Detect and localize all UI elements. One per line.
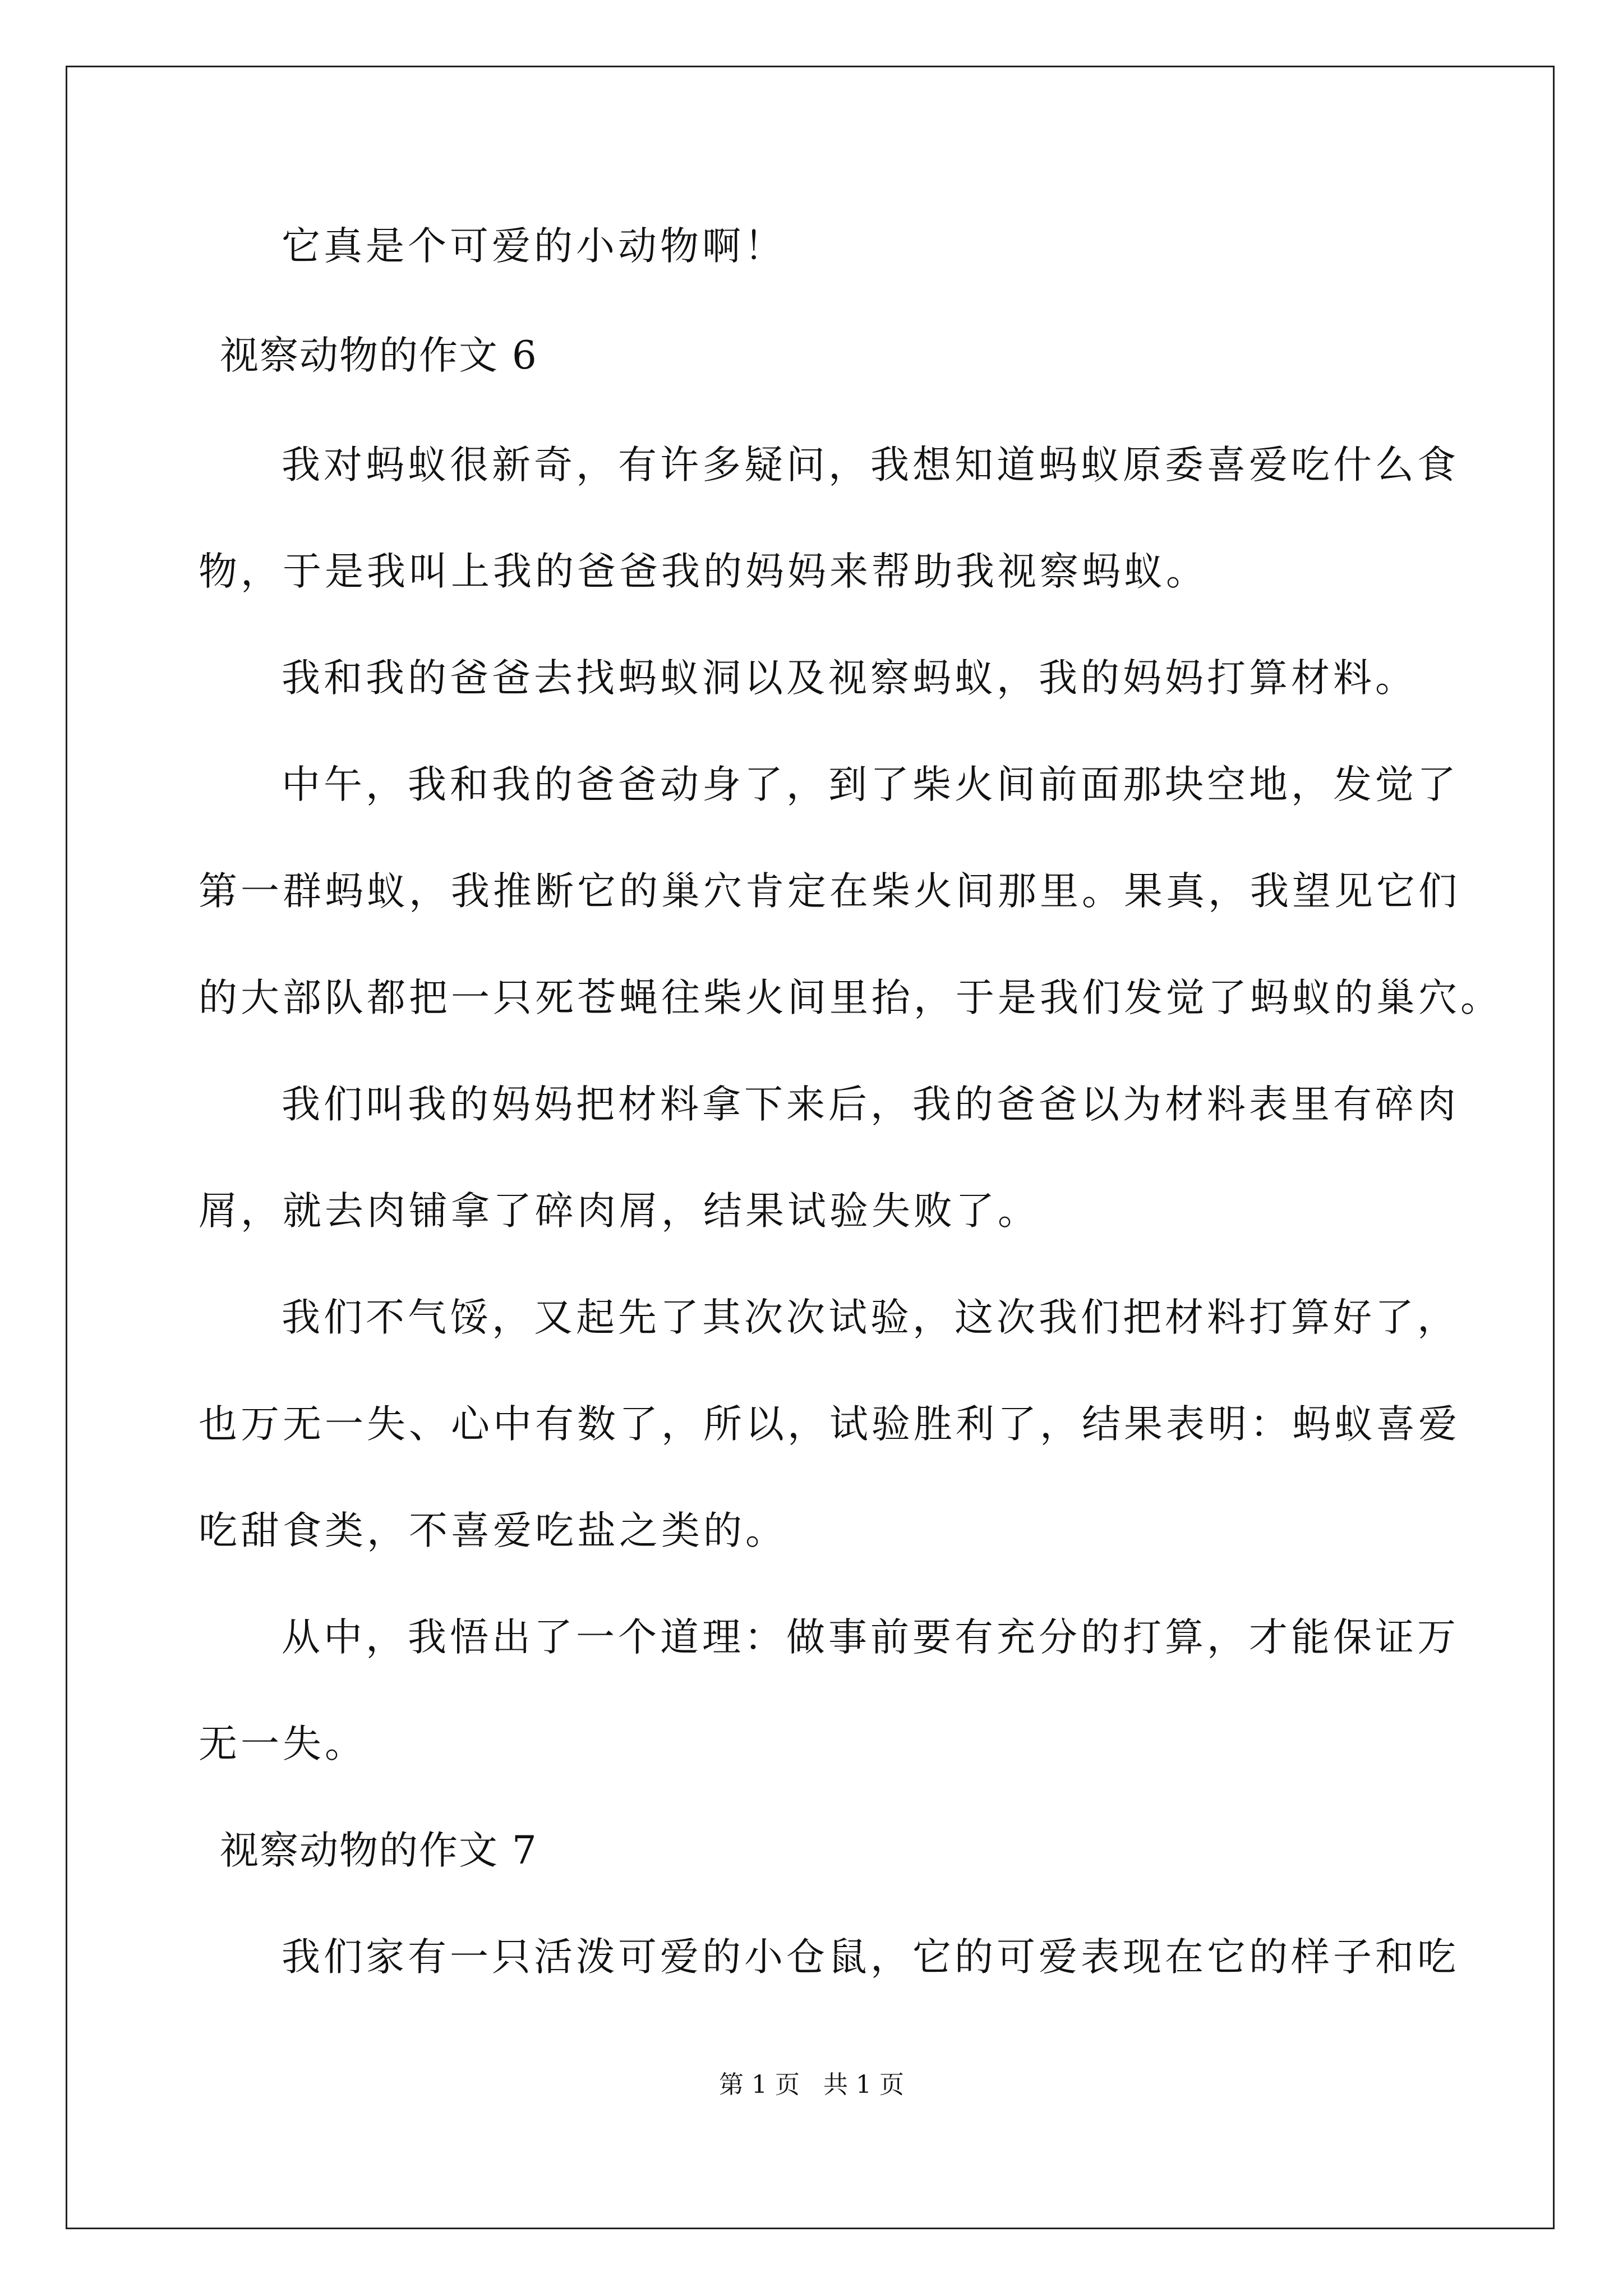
paragraph-line: 我和我的爸爸去找蚂蚁洞以及视察蚂蚁，我的妈妈打算材料。 xyxy=(282,656,1417,701)
paragraph-line: 我对蚂蚁很新奇，有许多疑问，我想知道蚂蚁原委喜爱吃什么食 xyxy=(282,443,1459,487)
paragraph-line: 中午，我和我的爸爸动身了，到了柴火间前面那块空地，发觉了 xyxy=(282,762,1459,807)
paragraph-line: 第一群蚂蚁，我推断它的巢穴肯定在柴火间那里。果真，我望见它们 xyxy=(199,869,1460,914)
page-footer: 第 1 页 共 1 页 xyxy=(719,2070,904,2099)
paragraph-line: 也万无一失、心中有数了，所以，试验胜利了，结果表明：蚂蚁喜爱 xyxy=(199,1402,1460,1447)
paragraph-line: 我们不气馁，又起先了其次次试验，这次我们把材料打算好了， xyxy=(282,1295,1459,1340)
paragraph-line: 无一失。 xyxy=(199,1722,367,1766)
paragraph-line: 它真是个可爱的小动物啊！ xyxy=(282,224,786,269)
page-border xyxy=(66,66,1555,2229)
paragraph-line: 物，于是我叫上我的爸爸我的妈妈来帮助我视察蚂蚁。 xyxy=(199,549,1208,594)
paragraph-line: 我们家有一只活泼可爱的小仓鼠，它的可爱表现在它的样子和吃 xyxy=(282,1935,1459,1980)
paragraph-line: 屑，就去肉铺拿了碎肉屑，结果试验失败了。 xyxy=(199,1189,1040,1234)
paragraph-line: 吃甜食类，不喜爱吃盐之类的。 xyxy=(199,1508,787,1553)
paragraph-line: 我们叫我的妈妈把材料拿下来后，我的爸爸以为材料表里有碎肉 xyxy=(282,1082,1459,1127)
section-heading: 视察动物的作文 7 xyxy=(220,1828,538,1873)
paragraph-line: 的大部队都把一只死苍蝇往柴火间里抬，于是我们发觉了蚂蚁的巢穴。 xyxy=(199,976,1502,1020)
section-heading: 视察动物的作文 6 xyxy=(220,333,538,378)
paragraph-line: 从中，我悟出了一个道理：做事前要有充分的打算，才能保证万 xyxy=(282,1615,1459,1660)
